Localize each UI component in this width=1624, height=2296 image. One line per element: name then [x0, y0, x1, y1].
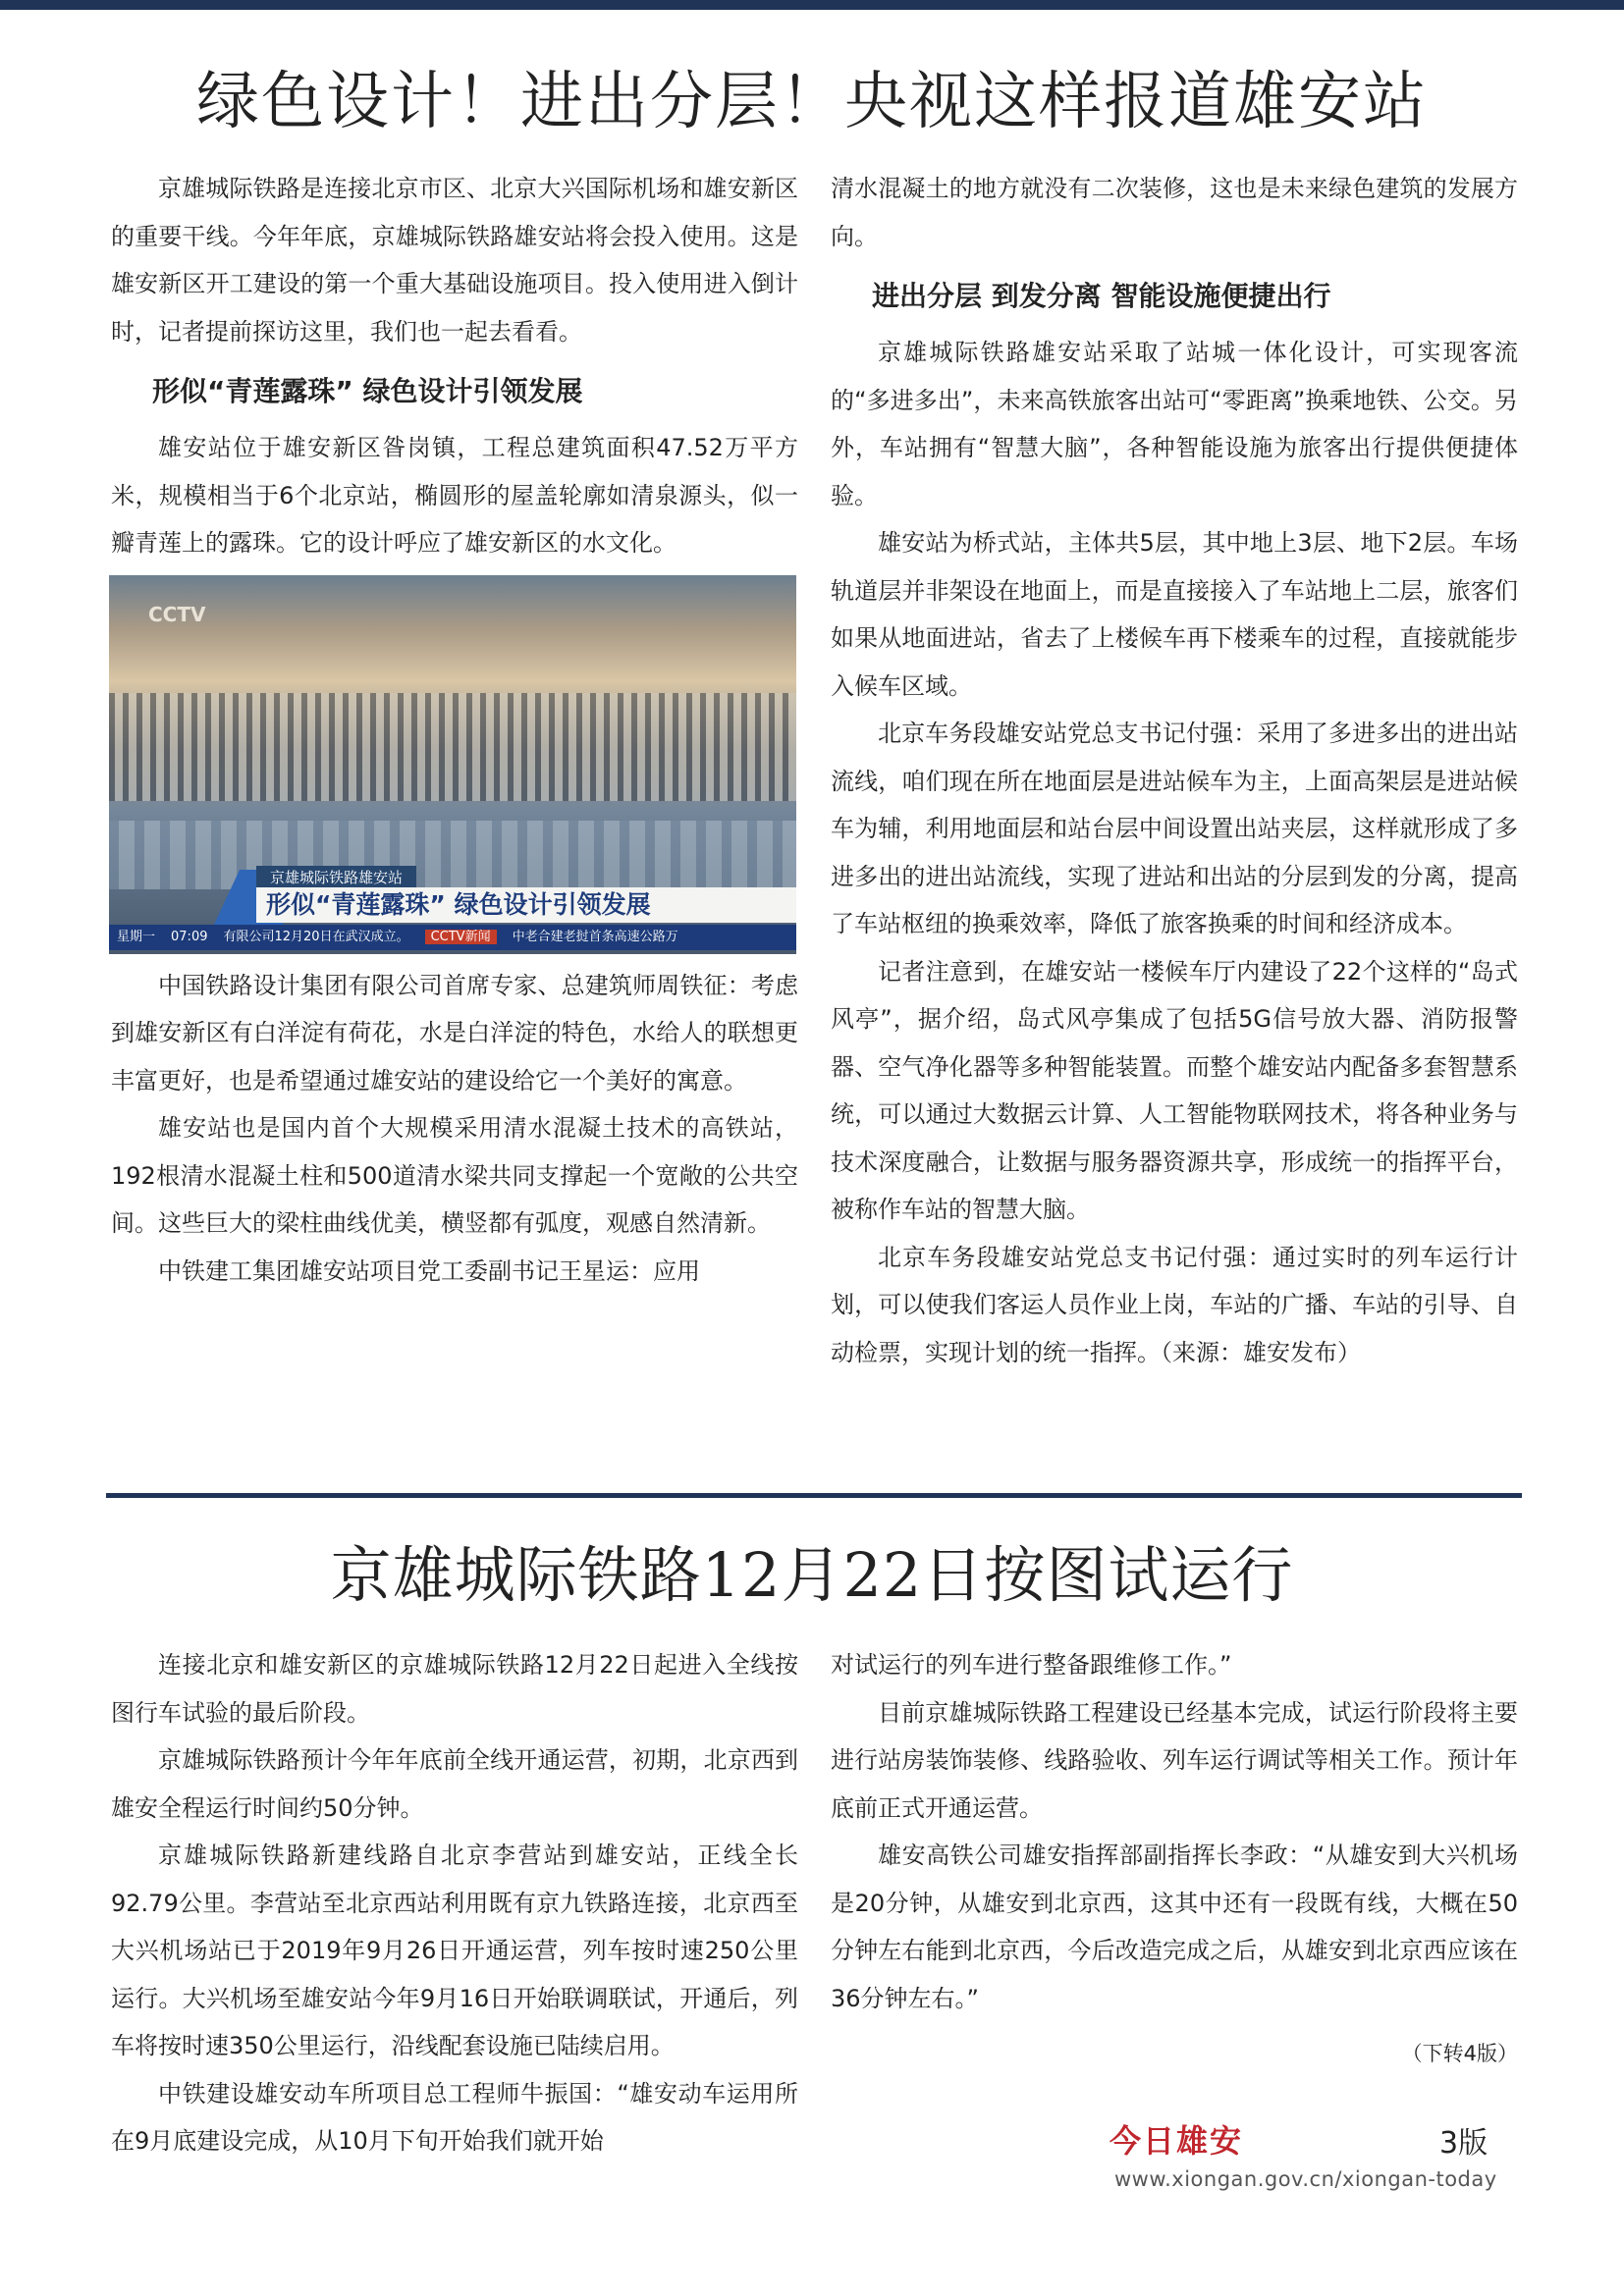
- footer-url[interactable]: www.xiongan.gov.cn/xiongan-today: [1114, 2167, 1497, 2191]
- paragraph: 雄安站也是国内首个大规模采用清水混凝土技术的高铁站，192根清水混凝土柱和500道清水梁共同支撑起一个宽敞的公共空间。这些巨大的梁柱曲线优美，横竖都有弧度，观感自然清新。: [111, 1114, 798, 1237]
- article1-column-right: [831, 165, 1518, 1376]
- article1-column-left: [111, 165, 798, 1295]
- paragraph: 雄安站位于雄安新区昝岗镇，工程总建筑面积47.52万平方米，规模相当于6个北京站，椭圆形的屋盖轮廓如清泉源头，似一瓣青莲上的露珠。它的设计呼应了雄安新区的水文化。: [111, 434, 798, 557]
- photo-caption-small: 京雄城际铁路雄安站: [256, 866, 416, 889]
- section-heading: 形似“青莲露珠” 绿色设计引领发展: [152, 375, 583, 407]
- article1-title: 绿色设计！进出分层！央视这样报道雄安站: [196, 66, 1428, 138]
- top-bar: [0, 0, 1624, 10]
- article2-column-left: [111, 1641, 798, 2165]
- newspaper-brand: 今日雄安: [1110, 2122, 1244, 2160]
- paragraph: 中铁建设雄安动车所项目总工程师牛振国：“雄安动车运用所在9月底建设完成，从10月下旬开始我们就开始: [111, 2079, 798, 2155]
- ticker-day: 星期一: [117, 929, 156, 944]
- source-note: （来源：雄安发布）: [1161, 1338, 1361, 1366]
- ticker-time: 07:09: [171, 929, 208, 944]
- photo-ticker: [109, 925, 796, 950]
- article2-column-right: [831, 1641, 1518, 2078]
- paragraph: 中铁建工集团雄安站项目党工委副书记王星运：应用: [158, 1256, 700, 1285]
- continued-note: （下转4版）: [1401, 2042, 1518, 2065]
- paragraph: 目前京雄城际铁路工程建设已经基本完成，试运行阶段将主要进行站房装饰装修、线路验收、列车运行调试等相关工作。预计年底前正式开通运营。: [831, 1698, 1518, 1822]
- ticker-channel: CCTV新闻: [425, 930, 497, 944]
- paragraph: 记者注意到，在雄安站一楼候车厅内建设了22个这样的“岛式风亭”，据介绍，岛式风亭集成了包括5G信号放大器、消防报警器、空气净化器等多种智能装置。而整个雄安站内配备多套智慧系统，可以通过大数据云计算、人工智能物联网技术，将各种业务与技术深度融合，让数据与服务器资源共享，形成统一的指挥平台，被称作车站的智慧大脑。: [831, 957, 1518, 1223]
- paragraph: 京雄城际铁路新建线路自北京李营站到雄安站，正线全长92.79公里。李营站至北京西站利用既有京九铁路连接，北京西至大兴机场站已于2019年9月26日开通运营，列车按时速250公里运行。大兴机场至雄安站今年9月16日开始联调联试，开通后，列车将按时速350公里运行，沿线配套设施已陆续启用。: [111, 1842, 798, 2059]
- paragraph: 北京车务段雄安站党总支书记付强：采用了多进多出的进出站流线，咱们现在所在地面层是进站候车为主，上面高架层是进站候车为辅，利用地面层和站台层中间设置出站夹层，这样就形成了多进多出的进出站流线，实现了进站和出站的分层到发的分离，提高了车站枢纽的换乘效率，降低了旅客换乘的时间和经济成本。: [831, 720, 1518, 937]
- ticker-right: 中老合建老挝首条高速公路万: [512, 929, 678, 944]
- paragraph: 中国铁路设计集团有限公司首席专家、总建筑师周铁征：考虑到雄安新区有白洋淀有荷花，水是白洋淀的特色，水给人的联想更丰富更好，也是希望通过雄安站的建设给它一个美好的寓意。: [111, 971, 798, 1095]
- photo-roof-lower: [109, 821, 796, 889]
- photo-roof: [109, 693, 796, 801]
- cctv-logo: CCTV: [148, 602, 206, 626]
- ticker-left: 有限公司12月20日在武汉成立。: [223, 929, 409, 944]
- paragraph-continued: 对试运行的列车进行整备跟维修工作。”: [831, 1651, 1232, 1679]
- section-heading: 进出分层 到发分离 智能设施便捷出行: [872, 280, 1331, 312]
- section-divider: [106, 1493, 1522, 1498]
- article2-title: 京雄城际铁路12月22日按图试运行: [330, 1539, 1294, 1611]
- paragraph: 京雄城际铁路是连接北京市区、北京大兴国际机场和雄安新区的重要干线。今年年底，京雄城际铁路雄安站将会投入使用。这是雄安新区开工建设的第一个重大基础设施项目。投入使用进入倒计时，记者提前探访这里，我们也一起去看看。: [111, 175, 798, 346]
- paragraph: [831, 1234, 1518, 1377]
- paragraph-text: 北京车务段雄安站党总支书记付强：通过实时的列车运行计划，可以使我们客运人员作业上岗，车站的广播、车站的引导、自动检票，实现计划的统一指挥。: [831, 1243, 1518, 1366]
- paragraph: 雄安高铁公司雄安指挥部副指挥长李政：“从雄安到大兴机场是20分钟，从雄安到北京西，这其中还有一段既有线，大概在50分钟左右能到北京西，今后改造完成之后，从雄安到北京西应该在36分钟左右。”: [831, 1842, 1518, 2012]
- paragraph-continued: 清水混凝土的地方就没有二次装修，这也是未来绿色建筑的发展方向。: [831, 175, 1518, 250]
- page-number: 3版: [1439, 2126, 1489, 2161]
- station-photo: [109, 575, 796, 954]
- paragraph: 京雄城际铁路预计今年年底前全线开通运营，初期，北京西到雄安全程运行时间约50分钟。: [111, 1746, 798, 1822]
- paragraph: 连接北京和雄安新区的京雄城际铁路12月22日起进入全线按图行车试验的最后阶段。: [111, 1651, 798, 1727]
- paragraph: 雄安站为桥式站，主体共5层，其中地上3层、地下2层。车场轨道层并非架设在地面上，而是直接接入了车站地上二层，旅客们如果从地面进站，省去了上楼候车再下楼乘车的过程，直接就能步入候车区域。: [831, 529, 1518, 700]
- paragraph: 京雄城际铁路雄安站采取了站城一体化设计，可实现客流的“多进多出”，未来高铁旅客出站可“零距离”换乘地铁、公交。另外，车站拥有“智慧大脑”，各种智能设施为旅客出行提供便捷体验。: [831, 339, 1518, 509]
- photo-caption-main: 形似“青莲露珠” 绿色设计引领发展: [256, 887, 796, 923]
